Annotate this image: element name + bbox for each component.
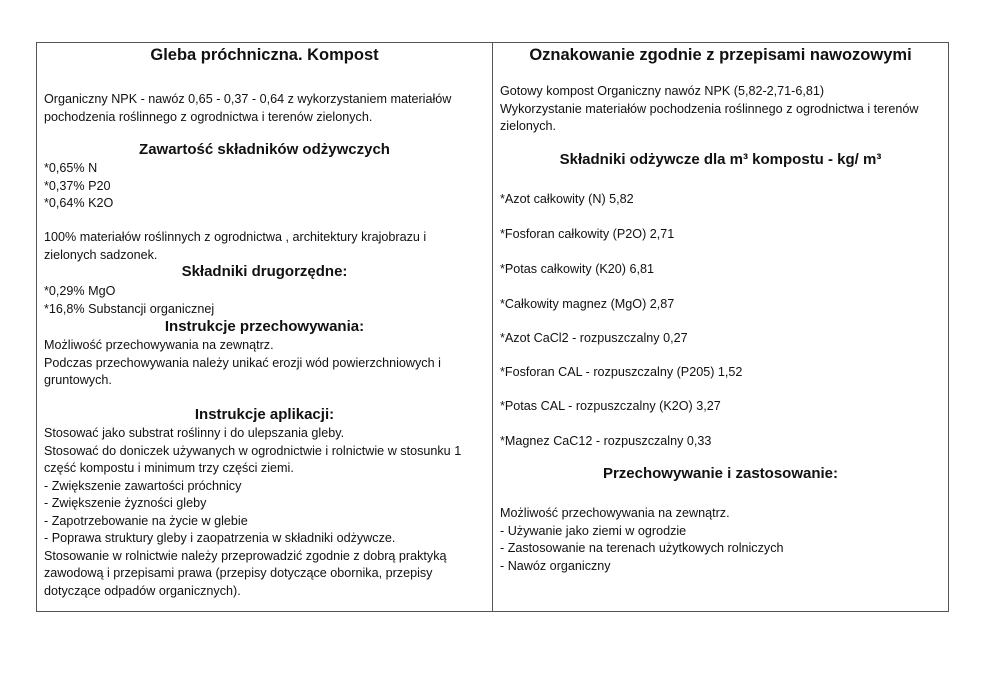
left-application-line: zawodową i przepisami prawa (przepisy dotyczące obornika, przepisy	[44, 566, 433, 580]
left-secondary-item: *0,29% MgO	[44, 284, 116, 298]
left-intro-line: Organiczny NPK - nawóz 0,65 - 0,37 - 0,64 z wykorzystaniem materiałów	[44, 92, 452, 106]
right-intro-line: zielonych.	[500, 119, 557, 133]
left-application-heading: Instrukcje aplikacji:	[194, 406, 335, 423]
right-storage-heading: Przechowywanie i zastosowanie:	[602, 465, 839, 482]
right-nutrient-item: *Całkowity magnez (MgO) 2,87	[500, 297, 675, 311]
left-application-line: - Zapotrzebowanie na życie w glebie	[44, 513, 248, 528]
right-storage-line: Możliwość przechowywania na zewnątrz.	[500, 506, 730, 520]
left-nutrients-heading: Zawartość składników odżywczych	[139, 141, 390, 158]
right-nutrient-item: *Potas CAL - rozpuszczalny (K2O) 3,27	[500, 399, 721, 413]
left-materials-line: zielonych sadzonek.	[44, 247, 158, 262]
right-storage-line: - Używanie jako ziemi w ogrodzie	[500, 523, 687, 538]
left-title: Gleba próchniczna. Kompost	[150, 46, 379, 64]
left-application-line: Stosowanie w rolnictwie należy przeprowadzić zgodnie z dobrą praktyką	[44, 548, 447, 563]
left-application-line: Stosować do doniczek używanych w ogrodnictwie i rolnictwie w stosunku 1	[44, 443, 462, 458]
right-intro-line: Gotowy kompost Organiczny nawóz NPK (5,82-2,71-6,81)	[500, 84, 825, 98]
left-column	[37, 43, 493, 611]
left-application-line: - Poprawa struktury gleby i zaopatrzenia w składniki odżywcze.	[44, 531, 396, 545]
left-storage-line: Możliwość przechowywania na zewnątrz.	[44, 338, 274, 352]
right-storage-line: - Zastosowanie na terenach użytkowych rolniczych	[500, 541, 784, 555]
left-nutrient-item: *0,64% K2O	[44, 196, 114, 210]
left-storage-line: Podczas przechowywania należy unikać erozji wód powierzchniowych i	[44, 355, 441, 370]
left-application-line: dotyczące odpadów organicznych).	[44, 583, 241, 598]
right-nutrient-item: *Magnez CaC12 - rozpuszczalny 0,33	[500, 434, 712, 448]
right-nutrient-item: *Potas całkowity (K20) 6,81	[500, 262, 654, 276]
left-storage-heading: Instrukcje przechowywania:	[164, 318, 365, 335]
right-nutrient-item: *Fosforan całkowity (P2O) 2,71	[500, 227, 675, 241]
left-materials-line: 100% materiałów roślinnych z ogrodnictwa , architektury krajobrazu i	[44, 230, 427, 244]
right-nutrient-item: *Azot CaCl2 - rozpuszczalny 0,27	[500, 331, 688, 345]
left-application-line: Stosować jako substrat roślinny i do ulepszania gleby.	[44, 426, 345, 440]
right-column	[493, 43, 948, 611]
left-secondary-heading: Składniki drugorzędne:	[181, 263, 348, 280]
left-nutrient-item: *0,65% N	[44, 161, 98, 175]
right-nutrient-item: *Azot całkowity (N) 5,82	[500, 192, 634, 206]
right-nutrients-heading: Składniki odżywcze dla m³ kompostu - kg/ m³	[559, 151, 882, 168]
left-application-line: - Zwiększenie żyzności gleby	[44, 496, 207, 510]
left-application-line: część kompostu i minimum trzy części ziemi.	[44, 461, 294, 475]
left-nutrient-item: *0,37% P20	[44, 178, 111, 193]
right-storage-line: - Nawóz organiczny	[500, 558, 611, 573]
document-table	[36, 42, 949, 612]
right-nutrient-item: *Fosforan CAL - rozpuszczalny (P205) 1,52	[500, 365, 743, 379]
right-title: Oznakowanie zgodnie z przepisami nawozowymi	[529, 46, 912, 64]
left-intro-line: pochodzenia roślinnego z ogrodnictwa i terenów zielonych.	[44, 109, 373, 124]
left-application-line: - Zwiększenie zawartości próchnicy	[44, 478, 242, 493]
right-intro-line: Wykorzystanie materiałów pochodzenia roślinnego z ogrodnictwa i terenów	[500, 101, 919, 116]
left-secondary-item: *16,8% Substancji organicznej	[44, 301, 215, 316]
left-storage-line: gruntowych.	[44, 373, 112, 387]
